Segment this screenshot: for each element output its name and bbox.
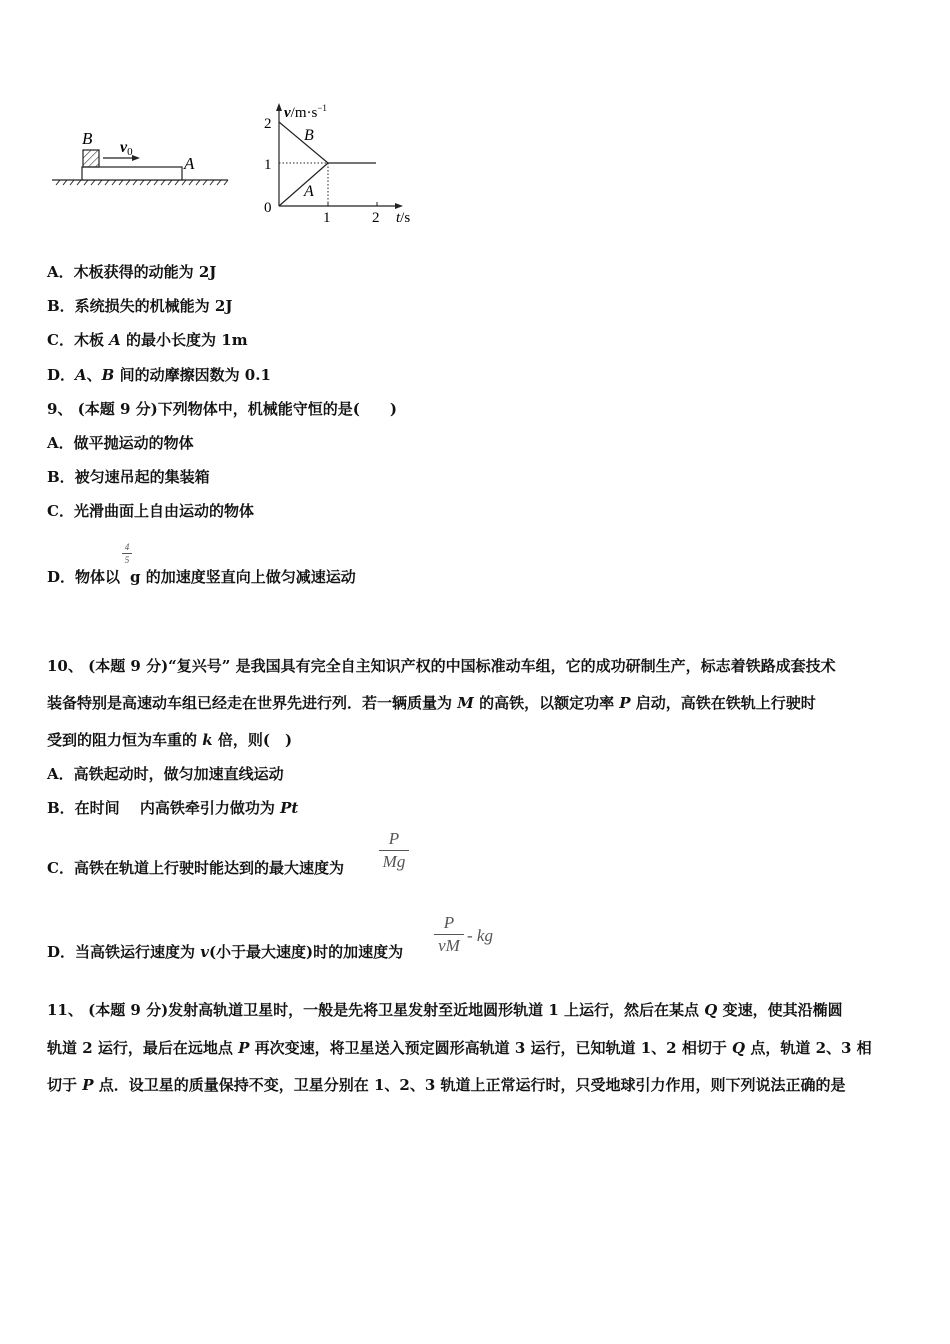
q8-option-c-text: C．木板 [47, 331, 110, 349]
q10-option-c-den: Mg [382, 852, 406, 871]
label-v0: v0 [120, 139, 133, 158]
q10-option-d-bar [434, 934, 464, 935]
q11-var-q: Q [704, 1001, 718, 1019]
q8-option-c-var: A [109, 331, 121, 349]
q11-var-p-2: P [82, 1076, 94, 1094]
velocity-time-graph [258, 100, 428, 230]
tick-y-1: 1 [264, 157, 272, 173]
q11-line1-text-2: 变速，使其沿椭圆 [717, 1001, 843, 1019]
q8-option-c-text-2: 的最小长度为 1m [120, 331, 248, 349]
q10-var-m: M [457, 694, 474, 712]
q10-option-b-var: Pt [280, 799, 299, 817]
q8-option-c [47, 329, 248, 350]
q8-option-d [47, 364, 271, 385]
q10-option-d-var: v [200, 943, 209, 961]
q10-option-d-fraction [434, 913, 464, 956]
q8-option-d-var-a: A [75, 366, 87, 384]
curve-b-label: B [304, 127, 314, 144]
q10-option-d-text-2: (小于最大速度)时的加速度为 [208, 943, 404, 961]
q9-stem: 9、 (本题 9 分)下列物体中，机械能守恒的是( ) [47, 400, 397, 418]
q9-fraction-bar [122, 553, 132, 554]
q9-option-d [47, 566, 356, 587]
board-a [82, 167, 182, 180]
q9-option-d-text-2: g 的加速度竖直向上做匀减速运动 [130, 568, 356, 586]
q10-option-d [47, 941, 403, 962]
q10-line3-text: 受到的阻力恒为车重的 [47, 731, 203, 749]
q10-option-d-den: vM [438, 936, 460, 955]
q10-line2-text: 装备特别是高速动车组已经走在世界先进行列．若一辆质量为 [47, 694, 458, 712]
q9-option-b: B．被匀速吊起的集装箱 [47, 468, 210, 486]
q11-line2-text-3: 点，轨道 2、3 相 [745, 1039, 872, 1057]
q11-var-q-2: Q [732, 1039, 746, 1057]
q10-option-c-fraction [379, 829, 409, 872]
q9-fraction [122, 542, 132, 565]
tick-x-2: 2 [372, 210, 380, 226]
q8-option-d-text: D． [47, 366, 76, 384]
y-axis-arrow [276, 103, 282, 111]
q9-fraction-den: 5 [124, 555, 130, 565]
y-axis-label: $v/m\cdot s^{-1}$ [284, 103, 327, 121]
q11-stem-line-1 [47, 999, 843, 1020]
tick-y-2: 2 [264, 116, 272, 132]
q8-option-d-text-2: 间的动摩擦因数为 0.1 [114, 366, 271, 384]
q10-option-a: A．高铁起动时，做匀加速直线运动 [47, 765, 284, 783]
q10-var-k: k [202, 731, 213, 749]
q8-option-d-var-b: B [101, 366, 115, 384]
q10-line2-text-3: 启动，高铁在铁轨上行驶时 [630, 694, 816, 712]
q10-option-d-text: D．当高铁运行速度为 [47, 943, 201, 961]
q10-stem-line-3 [47, 729, 292, 750]
q10-option-b [47, 797, 298, 818]
q10-option-b-text: B．在时间 内高铁牵引力做功为 [47, 799, 281, 817]
label-a: A [184, 154, 195, 173]
q11-line1-text: 11、 (本题 9 分)发射高轨道卫星时，一般是先将卫星发射至近地圆形轨道 1 上运行，然后在某点 [47, 1001, 705, 1019]
q10-stem-line-1: 10、 (本题 9 分)“复兴号” 是我国具有完全自主知识产权的中国标准动车组，它的成功研制生产，标志着铁路成套技术 [47, 657, 836, 675]
q11-line3-text-2: 点．设卫星的质量保持不变，卫星分别在 1、2、3 轨道上正常运行时，只受地球引力作用，则下列说法正确的是 [93, 1076, 846, 1094]
ground [52, 180, 228, 185]
q10-stem-line-2 [47, 692, 816, 713]
q10-option-c-num: P [388, 829, 400, 848]
block-board-diagram [48, 122, 238, 192]
block-b [83, 150, 99, 167]
velocity-arrow-head [132, 155, 140, 161]
tick-origin: 0 [264, 200, 272, 216]
q9-option-d-text: D．物体以 [47, 568, 121, 586]
q11-stem-line-3 [47, 1074, 846, 1095]
q11-var-p: P [238, 1039, 250, 1057]
q10-line2-text-2: 的高铁，以额定功率 [473, 694, 620, 712]
q10-option-c-bar [379, 850, 409, 851]
x-axis-arrow [395, 203, 403, 209]
label-b: B [82, 129, 93, 148]
q10-option-d-num: P [443, 913, 455, 932]
q11-stem-line-2 [47, 1037, 872, 1058]
tick-x-1: 1 [323, 210, 331, 226]
q11-line3-text: 切于 [47, 1076, 83, 1094]
q10-option-c: C．高铁在轨道上行驶时能达到的最大速度为 [47, 859, 344, 877]
x-axis-label: t/s [396, 210, 411, 226]
q11-line2-text-2: 再次变速，将卫星送入预定圆形高轨道 3 运行，已知轨道 1、2 相切于 [249, 1039, 733, 1057]
q10-line3-text-2: 倍，则( ) [212, 731, 293, 749]
q8-option-a: A．木板获得的动能为 2J [47, 263, 217, 281]
q11-line2-text: 轨道 2 运行，最后在远地点 [47, 1039, 239, 1057]
curve-a-label: A [304, 183, 314, 200]
q8-option-d-sep: 、 [86, 366, 102, 384]
q10-var-p: P [619, 694, 631, 712]
q9-option-c: C．光滑曲面上自由运动的物体 [47, 502, 254, 520]
q9-option-a: A．做平抛运动的物体 [47, 434, 194, 452]
q10-option-d-tail: - kg [467, 926, 493, 945]
q9-fraction-num: 4 [124, 542, 130, 552]
q8-option-b: B．系统损失的机械能为 2J [47, 297, 233, 315]
